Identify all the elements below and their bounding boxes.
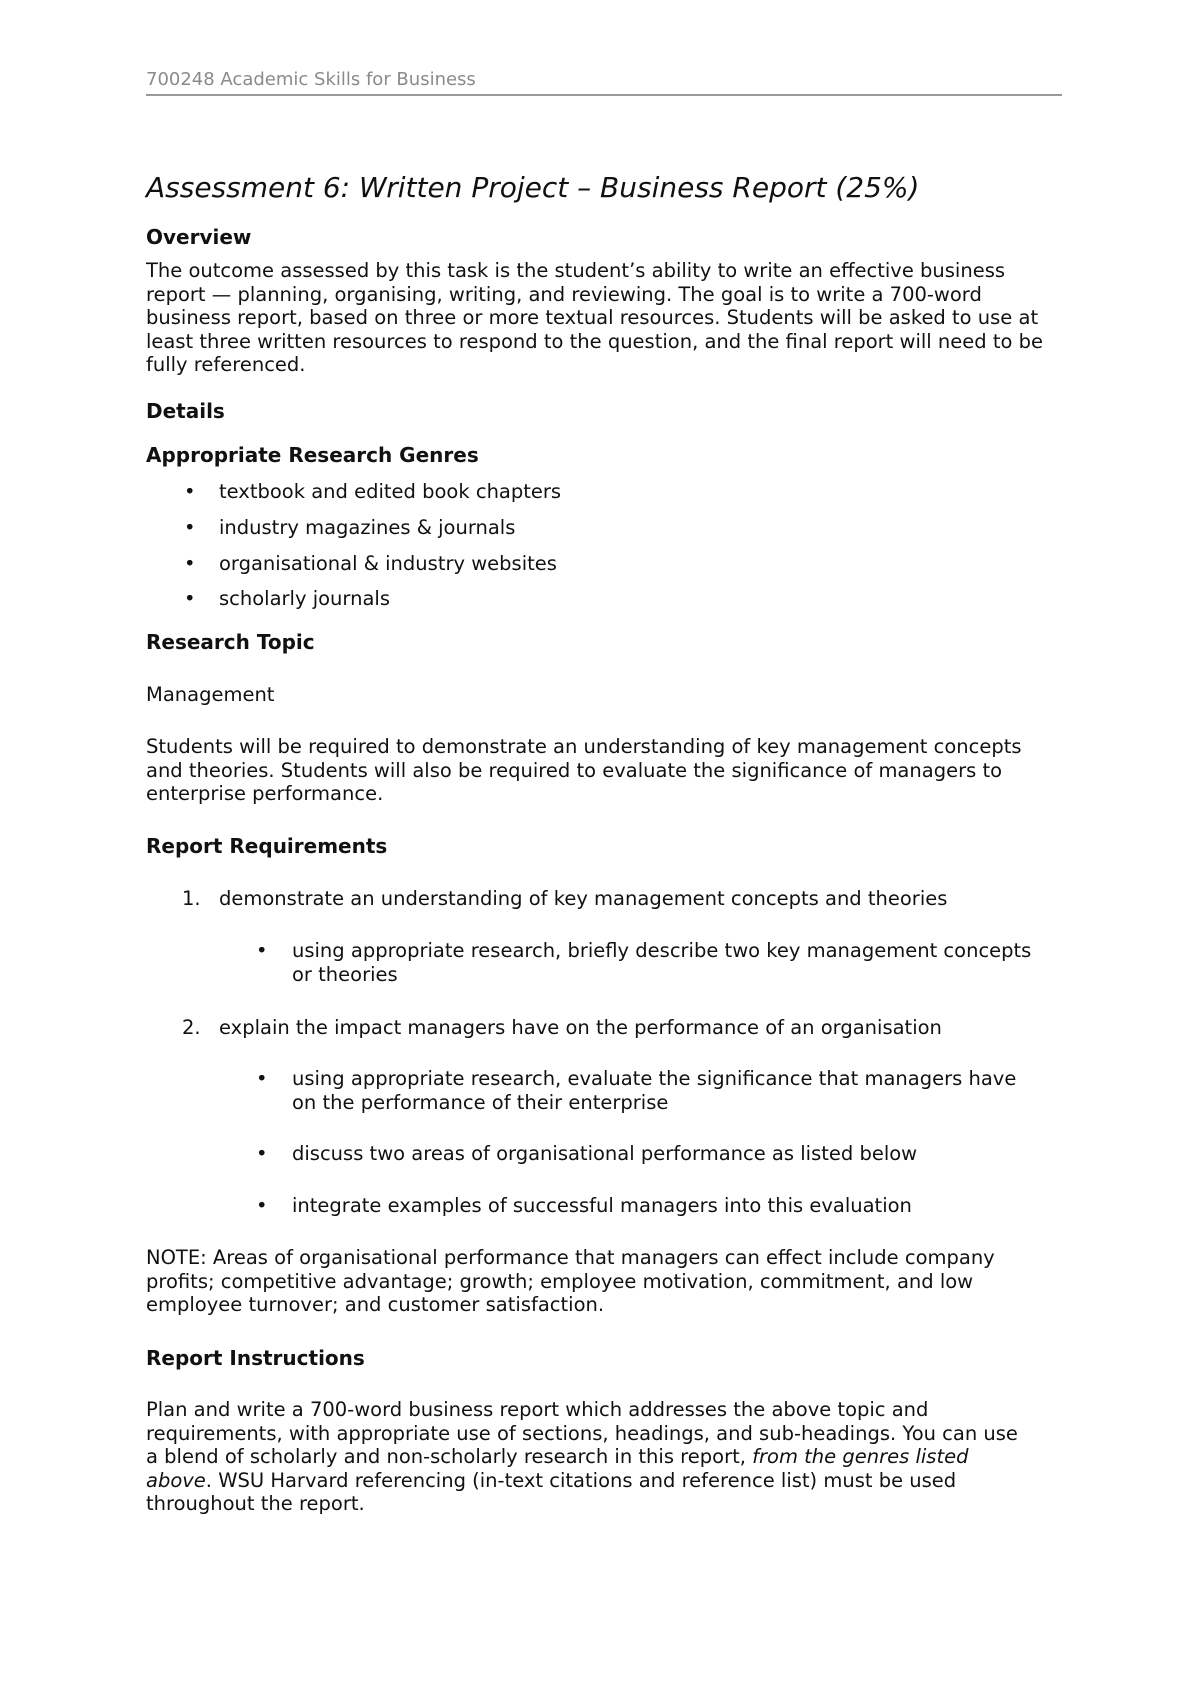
bullet-icon: • (184, 516, 196, 539)
instructions-emphasis: from the genres listed (752, 1445, 969, 1469)
instructions-text: a blend of scholarly and non-scholarly research in this report, (146, 1445, 753, 1469)
instructions-line: requirements, with appropriate use of sections, headings, and sub-headings. You can use (146, 1421, 1018, 1445)
requirement-text: demonstrate an understanding of key management concepts and theories (219, 887, 948, 910)
overview-paragraph (146, 259, 1066, 377)
header-rule (146, 94, 1062, 96)
topic-line: enterprise performance. (146, 782, 384, 806)
bullet-icon: • (184, 587, 196, 610)
subitem-line: using appropriate research, briefly describe two key management concepts (292, 939, 1032, 962)
requirement-text: explain the impact managers have on the performance of an organisation (219, 1016, 942, 1039)
subitem-line: on the performance of their enterprise (292, 1090, 669, 1114)
topic-line: Students will be required to demonstrate an understanding of key management concepts (146, 735, 1022, 758)
genre-item: industry magazines & journals (219, 516, 516, 539)
genre-item: textbook and edited book chapters (219, 480, 562, 503)
requirements-heading: Report Requirements (146, 834, 388, 858)
bullet-icon: • (256, 939, 268, 962)
requirement-number: 1. (182, 887, 201, 910)
topic-name: Management (146, 683, 275, 706)
subitem-line: using appropriate research, evaluate the significance that managers have (292, 1067, 1017, 1090)
overview-line: The outcome assessed by this task is the student’s ability to write an effective business (146, 259, 1006, 282)
bullet-icon: • (184, 480, 196, 503)
overview-line: report — planning, organising, writing, and reviewing. The goal is to write a 700-word (146, 282, 982, 306)
topic-paragraph (146, 735, 1066, 806)
genres-heading: Appropriate Research Genres (146, 443, 479, 467)
instructions-paragraph (146, 1398, 1066, 1516)
topic-heading: Research Topic (146, 630, 315, 654)
instructions-line (146, 1445, 1066, 1469)
subitem-text (292, 939, 1092, 986)
note-line: NOTE: Areas of organisational performance that managers can effect include company (146, 1246, 995, 1269)
running-header: 700248 Academic Skills for Business (146, 69, 476, 90)
note-paragraph (146, 1246, 1066, 1317)
subitem-text: discuss two areas of organisational performance as listed below (292, 1142, 918, 1165)
bullet-icon: • (184, 552, 196, 575)
instructions-line: throughout the report. (146, 1492, 365, 1516)
subitem-text (292, 1067, 1092, 1114)
overview-line: business report, based on three or more textual resources. Students will be asked to use at (146, 306, 1039, 330)
document-title: Assessment 6: Written Project – Business Report (25%) (146, 171, 920, 204)
note-line: employee turnover; and customer satisfaction. (146, 1293, 605, 1317)
instructions-text: . WSU Harvard referencing (in-text citations and reference list) must be used (205, 1468, 957, 1492)
requirement-number: 2. (182, 1016, 201, 1039)
genre-item: scholarly journals (219, 587, 390, 610)
instructions-emphasis: above (146, 1468, 206, 1492)
instructions-heading: Report Instructions (146, 1346, 365, 1370)
topic-line: and theories. Students will also be required to evaluate the significance of managers to (146, 758, 1003, 782)
bullet-icon: • (256, 1194, 268, 1217)
note-line: profits; competitive advantage; growth; employee motivation, commitment, and low (146, 1269, 974, 1293)
overview-line: fully referenced. (146, 353, 306, 377)
instructions-line (146, 1469, 1066, 1493)
genre-item: organisational & industry websites (219, 552, 557, 575)
bullet-icon: • (256, 1067, 268, 1090)
overview-heading: Overview (146, 225, 252, 249)
instructions-line: Plan and write a 700-word business report which addresses the above topic and (146, 1398, 929, 1421)
overview-line: least three written resources to respond to the question, and the final report will need to be (146, 329, 1043, 353)
subitem-text: integrate examples of successful managers into this evaluation (292, 1194, 912, 1217)
details-heading: Details (146, 399, 225, 423)
subitem-line: or theories (292, 962, 398, 986)
bullet-icon: • (256, 1142, 268, 1165)
